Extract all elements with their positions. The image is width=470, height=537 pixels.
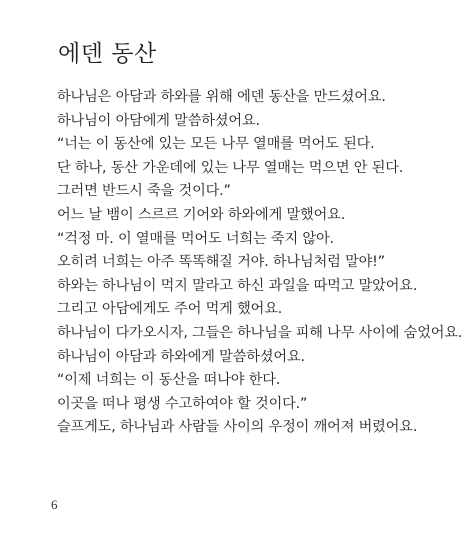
page-number: 6	[51, 497, 58, 512]
story-line: 단 하나, 동산 가운데에 있는 나무 열매는 먹으면 안 된다.	[57, 159, 404, 176]
story-text	[57, 86, 463, 440]
story-line: 하와는 하나님이 먹지 말라고 하신 과일을 따먹고 말았어요.	[57, 277, 418, 294]
story-line: 어느 날 뱀이 스르르 기어와 하와에게 말했어요.	[57, 206, 346, 223]
story-line: “너는 이 동산에 있는 모든 나무 열매를 먹어도 된다.	[57, 136, 375, 153]
story-line: 이곳을 떠나 평생 수고하여야 할 것이다.”	[57, 395, 308, 412]
story-line: 하나님이 아담과 하와에게 말씀하셨어요.	[57, 348, 305, 365]
story-line: 오히려 너희는 아주 똑똑해질 거야. 하나님처럼 말야!”	[57, 254, 385, 271]
story-line: “이제 너희는 이 동산을 떠나야 한다.	[57, 372, 281, 389]
page-title: 에덴 동산	[58, 41, 157, 67]
story-line: 그러면 반드시 죽을 것이다.”	[57, 183, 231, 200]
story-line: 슬프게도, 하나님과 사람들 사이의 우정이 깨어져 버렸어요.	[57, 419, 418, 436]
story-line: 하나님은 아담과 하와를 위해 에덴 동산을 만드셨어요.	[57, 89, 386, 105]
story-line: 하나님이 아담에게 말씀하셨어요.	[57, 112, 260, 129]
story-line: “걱정 마. 이 열매를 먹어도 너희는 죽지 않아.	[57, 230, 334, 247]
story-line: 하나님이 다가오시자, 그들은 하나님을 피해 나무 사이에 숨었어요.	[57, 324, 463, 341]
story-line: 그리고 아담에게도 주어 먹게 했어요.	[57, 301, 283, 318]
